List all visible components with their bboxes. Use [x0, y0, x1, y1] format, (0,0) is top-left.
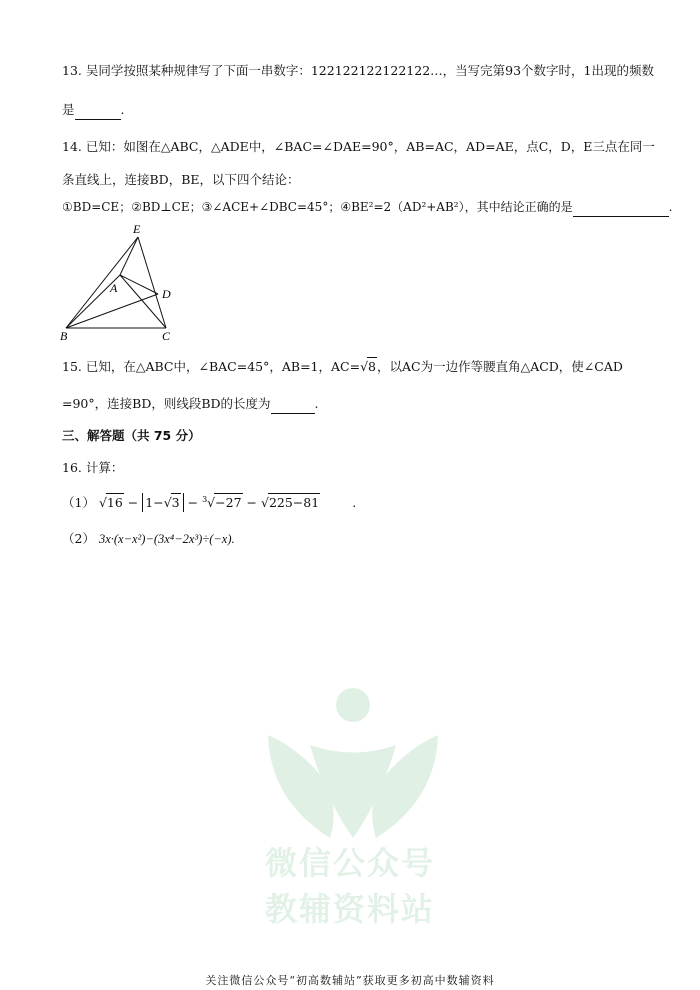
- cube-root-neg27: $^3$√−27: [202, 494, 242, 510]
- sqrt-225-81: √225−81: [260, 495, 320, 510]
- watermark-line2: 教辅资料站: [264, 890, 435, 928]
- q14-text1: 14. 已知：如图在△ABC，△ADE中，∠BAC=∠DAE=90°，AB=AC，AD=AE，点C，D，E三点在同一: [62, 139, 655, 154]
- q13-text: 13. 吴同学按照某种规律写了下面一串数字：122122122122122…，当写完第93个数字时，1出现的频数: [62, 63, 655, 78]
- cube-root-index: 3: [202, 494, 208, 504]
- q15-line1: [62, 357, 623, 376]
- segment-ac: [120, 275, 166, 328]
- q15-line2: [62, 395, 319, 414]
- q13-prefix: 是: [62, 102, 75, 117]
- q14-text2: 条直线上，连接BD，BE，以下四个结论：: [62, 172, 300, 187]
- q13-suffix: .: [120, 102, 125, 117]
- q16-p2-expression: 3x·(x−x²)−(3x⁴−2x³)÷(−x).: [98, 532, 235, 546]
- label-a: A: [110, 281, 118, 295]
- section-3-title: 三、解答题（共 75 分）: [62, 428, 201, 443]
- q15-sqrt-value: 8: [368, 359, 376, 374]
- watermark-line1: 微信公众号: [264, 844, 435, 882]
- q15-text-b: ，以AC为一边作等腰直角△ACD，使∠CAD: [376, 359, 623, 374]
- q16-title: 16. 计算：: [62, 460, 124, 475]
- sqrt-16-value: 16: [106, 495, 123, 510]
- part1-end: .: [352, 495, 357, 510]
- minus-sign-1: −: [127, 495, 139, 510]
- q15-text-a: 15. 已知，在△ABC中，∠BAC=45°，AB=1，AC=: [62, 359, 361, 374]
- abs-left: 1−: [145, 495, 164, 510]
- sqrt-16: √16: [98, 495, 123, 510]
- q15-text2: =90°，连接BD，则线段BD的长度为: [62, 396, 271, 411]
- label-e: E: [133, 222, 141, 236]
- segment-ec: [138, 237, 166, 328]
- sqrt-225-81-value: 225−81: [268, 495, 320, 510]
- q16-part2: [62, 530, 235, 548]
- q14-text3: ①BD=CE；②BD⊥CE；③∠ACE+∠DBC=45°；④BE²=2（AD²+AB²），其中结论正确的是: [62, 200, 573, 214]
- label-c: C: [162, 329, 171, 343]
- sqrt-3: √3: [163, 495, 180, 510]
- q15-sqrt: √8: [360, 359, 376, 374]
- label-b: B: [60, 329, 68, 343]
- minus-sign-3: −: [246, 495, 257, 510]
- label-d: D: [162, 287, 171, 301]
- abs-expression: [142, 493, 183, 512]
- q15-answer-blank[interactable]: [271, 395, 315, 414]
- page-footer: 关注微信公众号“初高数辅站”获取更多初高中数辅资料: [205, 974, 495, 987]
- q14-suffix: .: [668, 200, 673, 214]
- sqrt-3-value: 3: [171, 495, 180, 510]
- q16-p2-label: （2）: [62, 531, 95, 546]
- minus-sign-2: −: [187, 495, 199, 510]
- q16-part1: [62, 493, 356, 512]
- q15-suffix: .: [314, 396, 319, 411]
- cube-root-value: −27: [215, 495, 242, 510]
- q16-p1-label: （1）: [62, 495, 95, 510]
